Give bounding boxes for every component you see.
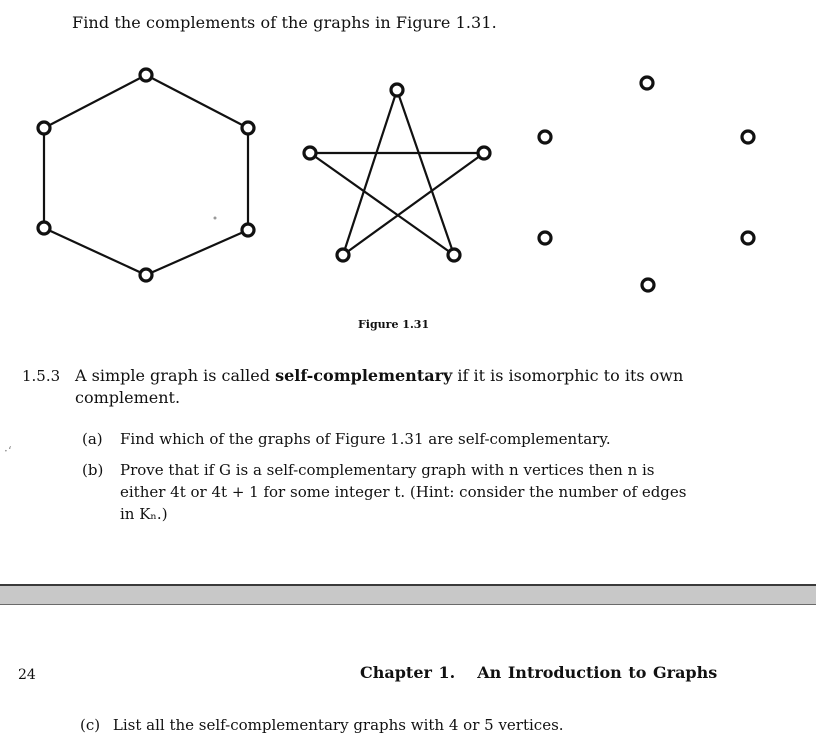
page-number: 24 [18,667,36,683]
hexagon-vertices [38,69,254,281]
figure-1-31 [0,60,816,300]
exercise-term: self-complementary [275,366,453,385]
chapter-label: Chapter 1. [360,663,456,682]
page-separator [0,586,816,604]
exercise-number: 1.5.3 [22,367,61,385]
part-c-label: (c) [80,716,101,734]
part-c [80,716,564,734]
part-c-text: List all the self-complementary graphs with 4 or 5 vertices. [112,716,564,734]
figure-graphs-svg [0,60,816,300]
chapter-title: An Introduction to Graphs [477,663,718,682]
pentagram-vertices [304,84,490,261]
part-b-label: (b) [82,461,104,479]
empty-graph-vertices [539,77,754,291]
intro-text: Find the complements of the graphs in Figure 1.31. [72,13,497,32]
stray-dot [214,217,217,220]
exercise-text-post: if it is isomorphic to its own complement. [75,366,684,407]
page-divider-bottom [0,604,816,605]
part-b-text [120,459,760,525]
exercise-statement [75,365,775,409]
part-b-line-3: in Kₙ.) [120,505,168,523]
figure-caption: Figure 1.31 [358,318,430,331]
part-a-label: (a) [82,430,103,448]
margin-mark: ·‘ [4,444,12,458]
hexagon-edges [44,75,248,275]
running-header [360,663,717,682]
part-b-line-1: Prove that if G is a self-complementary graph with n vertices then n is [120,461,655,479]
part-b-line-2: either 4t or 4t + 1 for some integer t. (Hint: consider the number of edges [120,483,687,501]
part-a-text: Find which of the graphs of Figure 1.31 are self-complementary. [120,430,611,448]
pentagram-edges [310,90,484,255]
exercise-text-pre: A simple graph is called [75,366,276,385]
